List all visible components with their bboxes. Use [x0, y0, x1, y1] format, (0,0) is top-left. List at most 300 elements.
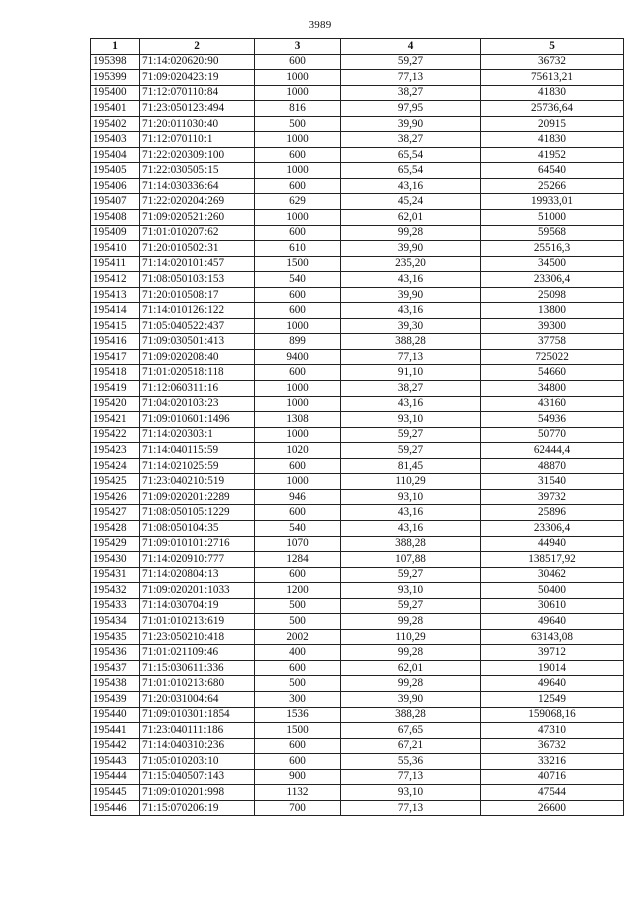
- rate-cell: 43,16: [341, 178, 481, 194]
- rate-cell: 77,13: [341, 800, 481, 816]
- table-row: [91, 458, 624, 474]
- rate-cell: 93,10: [341, 785, 481, 801]
- row-number-cell: 195401: [91, 101, 140, 117]
- table-row: [91, 256, 624, 272]
- value-cell: 36732: [481, 54, 624, 70]
- value-cell: 725022: [481, 349, 624, 365]
- rate-cell: 59,27: [341, 54, 481, 70]
- area-cell: 1000: [255, 396, 341, 412]
- rate-cell: 43,16: [341, 396, 481, 412]
- area-cell: 500: [255, 116, 341, 132]
- area-cell: 946: [255, 489, 341, 505]
- row-number-cell: 195430: [91, 552, 140, 568]
- row-number-cell: 195404: [91, 147, 140, 163]
- rate-cell: 45,24: [341, 194, 481, 210]
- table-row: [91, 443, 624, 459]
- table-row: [91, 645, 624, 661]
- rate-cell: 235,20: [341, 256, 481, 272]
- value-cell: 49640: [481, 614, 624, 630]
- row-number-cell: 195413: [91, 287, 140, 303]
- rate-cell: 107,88: [341, 552, 481, 568]
- value-cell: 41830: [481, 85, 624, 101]
- cadastral-number-cell: 71:12:060311:16: [140, 381, 255, 397]
- value-cell: 33216: [481, 754, 624, 770]
- cadastral-number-cell: 71:14:021025:59: [140, 458, 255, 474]
- area-cell: 1070: [255, 536, 341, 552]
- table-row: [91, 769, 624, 785]
- row-number-cell: 195438: [91, 676, 140, 692]
- value-cell: 50770: [481, 427, 624, 443]
- rate-cell: 39,90: [341, 287, 481, 303]
- row-number-cell: 195432: [91, 583, 140, 599]
- cadastral-number-cell: 71:14:040310:236: [140, 738, 255, 754]
- area-cell: 540: [255, 272, 341, 288]
- area-cell: 1000: [255, 318, 341, 334]
- value-cell: 159068,16: [481, 707, 624, 723]
- rate-cell: 388,28: [341, 536, 481, 552]
- rate-cell: 93,10: [341, 489, 481, 505]
- table-row: [91, 660, 624, 676]
- area-cell: 1536: [255, 707, 341, 723]
- table-row: [91, 614, 624, 630]
- cadastral-number-cell: 71:09:020201:2289: [140, 489, 255, 505]
- area-cell: 600: [255, 287, 341, 303]
- column-header-5: 5: [481, 39, 624, 55]
- area-cell: 600: [255, 660, 341, 676]
- row-number-cell: 195417: [91, 349, 140, 365]
- value-cell: 20915: [481, 116, 624, 132]
- table-row: [91, 629, 624, 645]
- row-number-cell: 195406: [91, 178, 140, 194]
- rate-cell: 99,28: [341, 614, 481, 630]
- table-row: [91, 583, 624, 599]
- area-cell: 500: [255, 614, 341, 630]
- table-row: [91, 334, 624, 350]
- cadastral-number-cell: 71:01:020518:118: [140, 365, 255, 381]
- rate-cell: 62,01: [341, 210, 481, 226]
- area-cell: 600: [255, 54, 341, 70]
- value-cell: 47310: [481, 723, 624, 739]
- row-number-cell: 195445: [91, 785, 140, 801]
- table-row: [91, 147, 624, 163]
- area-cell: 1000: [255, 85, 341, 101]
- table-row: [91, 70, 624, 86]
- table-row: [91, 754, 624, 770]
- column-header-2: 2: [140, 39, 255, 55]
- value-cell: 25736,64: [481, 101, 624, 117]
- rate-cell: 67,21: [341, 738, 481, 754]
- table-row: [91, 520, 624, 536]
- area-cell: 600: [255, 458, 341, 474]
- cadastral-number-cell: 71:22:030505:15: [140, 163, 255, 179]
- cadastral-number-cell: 71:14:020303:1: [140, 427, 255, 443]
- area-cell: 1284: [255, 552, 341, 568]
- row-number-cell: 195434: [91, 614, 140, 630]
- value-cell: 30610: [481, 598, 624, 614]
- rate-cell: 93,10: [341, 583, 481, 599]
- area-cell: 1000: [255, 474, 341, 490]
- table-row: [91, 54, 624, 70]
- area-cell: 600: [255, 738, 341, 754]
- row-number-cell: 195427: [91, 505, 140, 521]
- value-cell: 36732: [481, 738, 624, 754]
- table-row: [91, 536, 624, 552]
- page-number: 3989: [308, 19, 332, 31]
- cadastral-number-cell: 71:09:020423:19: [140, 70, 255, 86]
- area-cell: 600: [255, 147, 341, 163]
- rate-cell: 99,28: [341, 676, 481, 692]
- cadastral-number-cell: 71:01:010213:680: [140, 676, 255, 692]
- rate-cell: 39,90: [341, 691, 481, 707]
- value-cell: 26600: [481, 800, 624, 816]
- rate-cell: 65,54: [341, 163, 481, 179]
- rate-cell: 39,30: [341, 318, 481, 334]
- table-row: [91, 85, 624, 101]
- rate-cell: 65,54: [341, 147, 481, 163]
- row-number-cell: 195410: [91, 241, 140, 257]
- table-row: [91, 505, 624, 521]
- value-cell: 23306,4: [481, 272, 624, 288]
- row-number-cell: 195403: [91, 132, 140, 148]
- area-cell: 1000: [255, 132, 341, 148]
- area-cell: 1000: [255, 70, 341, 86]
- area-cell: 1132: [255, 785, 341, 801]
- rate-cell: 43,16: [341, 520, 481, 536]
- cadastral-number-cell: 71:15:030611:336: [140, 660, 255, 676]
- area-cell: 629: [255, 194, 341, 210]
- value-cell: 25516,3: [481, 241, 624, 257]
- rate-cell: 67,65: [341, 723, 481, 739]
- table-row: [91, 318, 624, 334]
- table-row: [91, 116, 624, 132]
- table-row: [91, 178, 624, 194]
- cadastral-number-cell: 71:15:070206:19: [140, 800, 255, 816]
- cadastral-number-cell: 71:14:020804:13: [140, 567, 255, 583]
- cadastral-number-cell: 71:01:010207:62: [140, 225, 255, 241]
- row-number-cell: 195412: [91, 272, 140, 288]
- table-body: [91, 54, 624, 816]
- area-cell: 600: [255, 567, 341, 583]
- rate-cell: 97,95: [341, 101, 481, 117]
- row-number-cell: 195437: [91, 660, 140, 676]
- rate-cell: 59,27: [341, 427, 481, 443]
- area-cell: 500: [255, 676, 341, 692]
- table-row: [91, 225, 624, 241]
- rate-cell: 38,27: [341, 132, 481, 148]
- area-cell: 600: [255, 505, 341, 521]
- row-number-cell: 195433: [91, 598, 140, 614]
- table-row: [91, 365, 624, 381]
- table-row: [91, 132, 624, 148]
- rate-cell: 91,10: [341, 365, 481, 381]
- area-cell: 1000: [255, 210, 341, 226]
- value-cell: 59568: [481, 225, 624, 241]
- table-row: [91, 800, 624, 816]
- rate-cell: 38,27: [341, 381, 481, 397]
- value-cell: 34500: [481, 256, 624, 272]
- area-cell: 1000: [255, 381, 341, 397]
- value-cell: 25266: [481, 178, 624, 194]
- row-number-cell: 195435: [91, 629, 140, 645]
- table-row: [91, 194, 624, 210]
- rate-cell: 39,90: [341, 241, 481, 257]
- cadastral-number-cell: 71:23:040210:519: [140, 474, 255, 490]
- area-cell: 1200: [255, 583, 341, 599]
- rate-cell: 77,13: [341, 349, 481, 365]
- rate-cell: 62,01: [341, 660, 481, 676]
- row-number-cell: 195408: [91, 210, 140, 226]
- cadastral-number-cell: 71:14:010126:122: [140, 303, 255, 319]
- row-number-cell: 195443: [91, 754, 140, 770]
- cadastral-number-cell: 71:09:010301:1854: [140, 707, 255, 723]
- row-number-cell: 195414: [91, 303, 140, 319]
- value-cell: 54936: [481, 412, 624, 428]
- row-number-cell: 195419: [91, 381, 140, 397]
- value-cell: 64540: [481, 163, 624, 179]
- area-cell: 1000: [255, 427, 341, 443]
- rate-cell: 59,27: [341, 443, 481, 459]
- rate-cell: 43,16: [341, 505, 481, 521]
- cadastral-number-cell: 71:20:011030:40: [140, 116, 255, 132]
- table-row: [91, 241, 624, 257]
- row-number-cell: 195405: [91, 163, 140, 179]
- cadastral-number-cell: 71:23:040111:186: [140, 723, 255, 739]
- row-number-cell: 195416: [91, 334, 140, 350]
- area-cell: 1000: [255, 163, 341, 179]
- cadastral-number-cell: 71:12:070110:84: [140, 85, 255, 101]
- row-number-cell: 195415: [91, 318, 140, 334]
- area-cell: 1020: [255, 443, 341, 459]
- value-cell: 39712: [481, 645, 624, 661]
- rate-cell: 110,29: [341, 629, 481, 645]
- cadastral-number-cell: 71:01:021109:46: [140, 645, 255, 661]
- row-number-cell: 195426: [91, 489, 140, 505]
- row-number-cell: 195398: [91, 54, 140, 70]
- value-cell: 49640: [481, 676, 624, 692]
- value-cell: 39300: [481, 318, 624, 334]
- table-row: [91, 381, 624, 397]
- table-row: [91, 552, 624, 568]
- value-cell: 31540: [481, 474, 624, 490]
- value-cell: 47544: [481, 785, 624, 801]
- area-cell: 1308: [255, 412, 341, 428]
- rate-cell: 99,28: [341, 225, 481, 241]
- cadastral-number-cell: 71:14:020620:90: [140, 54, 255, 70]
- row-number-cell: 195429: [91, 536, 140, 552]
- area-cell: 500: [255, 598, 341, 614]
- value-cell: 51000: [481, 210, 624, 226]
- rate-cell: 388,28: [341, 707, 481, 723]
- rate-cell: 77,13: [341, 70, 481, 86]
- row-number-cell: 195441: [91, 723, 140, 739]
- row-number-cell: 195431: [91, 567, 140, 583]
- table-row: [91, 489, 624, 505]
- rate-cell: 38,27: [341, 85, 481, 101]
- value-cell: 12549: [481, 691, 624, 707]
- table-row: [91, 272, 624, 288]
- row-number-cell: 195444: [91, 769, 140, 785]
- cadastral-number-cell: 71:04:020103:23: [140, 396, 255, 412]
- value-cell: 13800: [481, 303, 624, 319]
- area-cell: 540: [255, 520, 341, 536]
- cadastral-number-cell: 71:23:050210:418: [140, 629, 255, 645]
- value-cell: 54660: [481, 365, 624, 381]
- row-number-cell: 195418: [91, 365, 140, 381]
- area-cell: 600: [255, 225, 341, 241]
- cadastral-number-cell: 71:09:020208:40: [140, 349, 255, 365]
- row-number-cell: 195399: [91, 70, 140, 86]
- table-row: [91, 210, 624, 226]
- rate-cell: 55,36: [341, 754, 481, 770]
- table-row: [91, 396, 624, 412]
- area-cell: 9400: [255, 349, 341, 365]
- table-row: [91, 691, 624, 707]
- row-number-cell: 195421: [91, 412, 140, 428]
- cadastral-number-cell: 71:09:010601:1496: [140, 412, 255, 428]
- row-number-cell: 195407: [91, 194, 140, 210]
- rate-cell: 59,27: [341, 598, 481, 614]
- rate-cell: 388,28: [341, 334, 481, 350]
- area-cell: 600: [255, 365, 341, 381]
- column-header-4: 4: [341, 39, 481, 55]
- value-cell: 43160: [481, 396, 624, 412]
- cadastral-number-cell: 71:14:030704:19: [140, 598, 255, 614]
- row-number-cell: 195436: [91, 645, 140, 661]
- value-cell: 50400: [481, 583, 624, 599]
- value-cell: 30462: [481, 567, 624, 583]
- value-cell: 44940: [481, 536, 624, 552]
- table-row: [91, 707, 624, 723]
- cadastral-number-cell: 71:14:020910:777: [140, 552, 255, 568]
- value-cell: 25896: [481, 505, 624, 521]
- cadastral-number-cell: 71:08:050104:35: [140, 520, 255, 536]
- value-cell: 48870: [481, 458, 624, 474]
- table-row: [91, 349, 624, 365]
- cadastral-number-cell: 71:09:010201:998: [140, 785, 255, 801]
- cadastral-number-cell: 71:14:040115:59: [140, 443, 255, 459]
- cadastral-number-cell: 71:20:031004:64: [140, 691, 255, 707]
- cadastral-number-cell: 71:14:020101:457: [140, 256, 255, 272]
- value-cell: 62444,4: [481, 443, 624, 459]
- table-row: [91, 101, 624, 117]
- rate-cell: 59,27: [341, 567, 481, 583]
- area-cell: 600: [255, 754, 341, 770]
- cadastral-number-cell: 71:22:020204:269: [140, 194, 255, 210]
- row-number-cell: 195402: [91, 116, 140, 132]
- cadastral-number-cell: 71:09:020521:260: [140, 210, 255, 226]
- value-cell: 40716: [481, 769, 624, 785]
- value-cell: 19014: [481, 660, 624, 676]
- area-cell: 600: [255, 303, 341, 319]
- area-cell: 1500: [255, 256, 341, 272]
- area-cell: 816: [255, 101, 341, 117]
- cadastral-number-cell: 71:12:070110:1: [140, 132, 255, 148]
- row-number-cell: 195400: [91, 85, 140, 101]
- table-row: [91, 676, 624, 692]
- value-cell: 37758: [481, 334, 624, 350]
- row-number-cell: 195422: [91, 427, 140, 443]
- area-cell: 300: [255, 691, 341, 707]
- table-row: [91, 738, 624, 754]
- row-number-cell: 195424: [91, 458, 140, 474]
- cadastral-number-cell: 71:05:010203:10: [140, 754, 255, 770]
- table-row: [91, 412, 624, 428]
- row-number-cell: 195442: [91, 738, 140, 754]
- row-number-cell: 195420: [91, 396, 140, 412]
- column-header-1: 1: [91, 39, 140, 55]
- row-number-cell: 195446: [91, 800, 140, 816]
- cadastral-number-cell: 71:20:010508:17: [140, 287, 255, 303]
- table-row: [91, 785, 624, 801]
- column-header-3: 3: [255, 39, 341, 55]
- cadastral-number-cell: 71:20:010502:31: [140, 241, 255, 257]
- table-row: [91, 474, 624, 490]
- area-cell: 1500: [255, 723, 341, 739]
- cadastral-number-cell: 71:08:050103:153: [140, 272, 255, 288]
- table-row: [91, 303, 624, 319]
- rate-cell: 43,16: [341, 272, 481, 288]
- area-cell: 900: [255, 769, 341, 785]
- value-cell: 25098: [481, 287, 624, 303]
- rate-cell: 81,45: [341, 458, 481, 474]
- area-cell: 400: [255, 645, 341, 661]
- value-cell: 41952: [481, 147, 624, 163]
- rate-cell: 99,28: [341, 645, 481, 661]
- row-number-cell: 195423: [91, 443, 140, 459]
- table-header: [91, 39, 624, 55]
- table-row: [91, 598, 624, 614]
- value-cell: 19933,01: [481, 194, 624, 210]
- row-number-cell: 195409: [91, 225, 140, 241]
- area-cell: 899: [255, 334, 341, 350]
- header-row: [91, 39, 624, 55]
- row-number-cell: 195428: [91, 520, 140, 536]
- value-cell: 41830: [481, 132, 624, 148]
- cadastral-number-cell: 71:22:020309:100: [140, 147, 255, 163]
- cadastral-number-cell: 71:01:010213:619: [140, 614, 255, 630]
- value-cell: 63143,08: [481, 629, 624, 645]
- cadastral-number-cell: 71:05:040522:437: [140, 318, 255, 334]
- area-cell: 700: [255, 800, 341, 816]
- table-row: [91, 287, 624, 303]
- cadastral-number-cell: 71:09:010101:2716: [140, 536, 255, 552]
- area-cell: 610: [255, 241, 341, 257]
- row-number-cell: 195440: [91, 707, 140, 723]
- value-cell: 138517,92: [481, 552, 624, 568]
- table-row: [91, 723, 624, 739]
- cadastral-number-cell: 71:23:050123:494: [140, 101, 255, 117]
- rate-cell: 39,90: [341, 116, 481, 132]
- area-cell: 600: [255, 178, 341, 194]
- rate-cell: 110,29: [341, 474, 481, 490]
- row-number-cell: 195439: [91, 691, 140, 707]
- area-cell: 2002: [255, 629, 341, 645]
- rate-cell: 43,16: [341, 303, 481, 319]
- cadastral-number-cell: 71:14:030336:64: [140, 178, 255, 194]
- row-number-cell: 195425: [91, 474, 140, 490]
- cadastral-number-cell: 71:09:030501:413: [140, 334, 255, 350]
- table-row: [91, 163, 624, 179]
- cadastral-number-cell: 71:15:040507:143: [140, 769, 255, 785]
- table-row: [91, 427, 624, 443]
- rate-cell: 77,13: [341, 769, 481, 785]
- table-row: [91, 567, 624, 583]
- value-cell: 23306,4: [481, 520, 624, 536]
- value-cell: 39732: [481, 489, 624, 505]
- value-cell: 75613,21: [481, 70, 624, 86]
- rate-cell: 93,10: [341, 412, 481, 428]
- data-table: [90, 38, 624, 816]
